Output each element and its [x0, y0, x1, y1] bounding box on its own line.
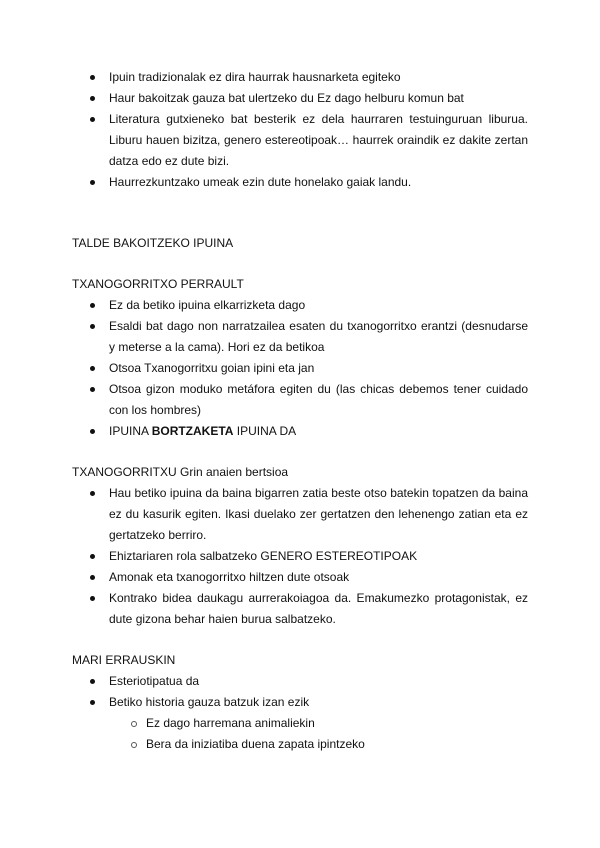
item-text: Esaldi bat dago non narratzailea esaten du txanogorritxo erantzi (desnudarse y meterse a la cama). Hori ez da betikoa: [109, 319, 528, 354]
list-item: [72, 358, 528, 379]
spacer: [72, 193, 528, 233]
bullet-icon: [90, 117, 95, 122]
errauskin-heading: MARI ERRAUSKIN: [72, 653, 176, 667]
list-item: [72, 671, 528, 692]
spacer: [72, 630, 528, 650]
bullet-icon: [90, 303, 95, 308]
item-text: Bera da iniziatiba duena zapata ipintzeko: [146, 737, 365, 751]
spacer: [72, 254, 528, 274]
item-text: Otsoa gizon moduko metáfora egiten du (las chicas debemos tener cuidado con los hombres): [109, 382, 528, 417]
grimm-list: [72, 483, 528, 630]
item-text: Ez da betiko ipuina elkarrizketa dago: [109, 298, 306, 312]
bullet-icon: [90, 324, 95, 329]
list-item: [72, 483, 528, 546]
list-item: [72, 379, 528, 421]
bullet-icon: [90, 575, 95, 580]
item-text: Amonak eta txanogorritxo hiltzen dute otsoak: [109, 570, 350, 584]
item-text: Haur bakoitzak gauza bat ulertzeko du Ez dago helburu komun bat: [109, 91, 464, 105]
item-text: Esteriotipatua da: [109, 674, 200, 688]
list-item: [72, 588, 528, 630]
bullet-icon: [90, 387, 95, 392]
bullet-icon: [90, 96, 95, 101]
bullet-icon: [90, 75, 95, 80]
list-item: [72, 567, 528, 588]
list-item: [72, 692, 528, 713]
errauskin-list: [72, 671, 528, 755]
item-text: Ipuin tradizionalak ez dira haurrak hausnarketa egiteko: [109, 70, 401, 84]
item-text: IPUINA: [109, 424, 152, 438]
sub-list-item: [72, 713, 528, 734]
item-text: Kontrako bidea daukagu aurrerakoiagoa da. Emakumezko protagonistak, ez dute gizona behar haien burua salbatzeko.: [109, 591, 528, 626]
list-item: [72, 316, 528, 358]
list-item: [72, 67, 528, 88]
list-item: [72, 546, 528, 567]
item-text: Literatura gutxieneko bat besterik ez dela haurraren testuinguruan liburua. Liburu hauen bizitza, genero estereotipoak… haurrek oraindik ez dakite zertan datza edo ez dute bizi.: [109, 112, 528, 168]
bullet-icon: [90, 700, 95, 705]
item-text: Haurrezkuntzako umeak ezin dute honelako gaiak landu.: [109, 175, 412, 189]
item-text: IPUINA DA: [233, 424, 297, 438]
bullet-icon: [90, 679, 95, 684]
list-item: [72, 88, 528, 109]
item-text: Otsoa Txanogorritxu goian ipini eta jan: [109, 361, 315, 375]
intro-list: [72, 67, 528, 193]
document-page: [72, 67, 528, 755]
item-text: Ez dago harremana animaliekin: [146, 716, 315, 730]
list-item: [72, 421, 528, 442]
list-item: [72, 172, 528, 193]
bullet-icon: [90, 596, 95, 601]
spacer: [72, 442, 528, 462]
bullet-icon: [90, 366, 95, 371]
hollow-bullet-icon: [131, 721, 137, 727]
item-text: Hau betiko ipuina da baina bigarren zatia beste otso batekin topatzen da baina ez du kasurik egiten. Ikasi duelako zer gertatzen den lehenengo zatian eta ez gertatzeko berriro.: [109, 486, 528, 542]
section-title: TALDE BAKOITZEKO IPUINA: [72, 236, 234, 250]
bullet-icon: [90, 491, 95, 496]
bullet-icon: [90, 180, 95, 185]
perrault-list: [72, 295, 528, 442]
bold-text: BORTZAKETA: [151, 424, 234, 438]
item-text: Betiko historia gauza batzuk izan ezik: [109, 695, 310, 709]
list-item: [72, 295, 528, 316]
item-text: Ehiztariaren rola salbatzeko GENERO ESTEREOTIPOAK: [109, 549, 418, 563]
sub-list-item: [72, 734, 528, 755]
bullet-icon: [90, 429, 95, 434]
grimm-heading: TXANOGORRITXU Grin anaien bertsioa: [72, 465, 289, 479]
perrault-heading: TXANOGORRITXO PERRAULT: [72, 277, 244, 291]
bullet-icon: [90, 554, 95, 559]
hollow-bullet-icon: [131, 742, 137, 748]
list-item: [72, 109, 528, 172]
